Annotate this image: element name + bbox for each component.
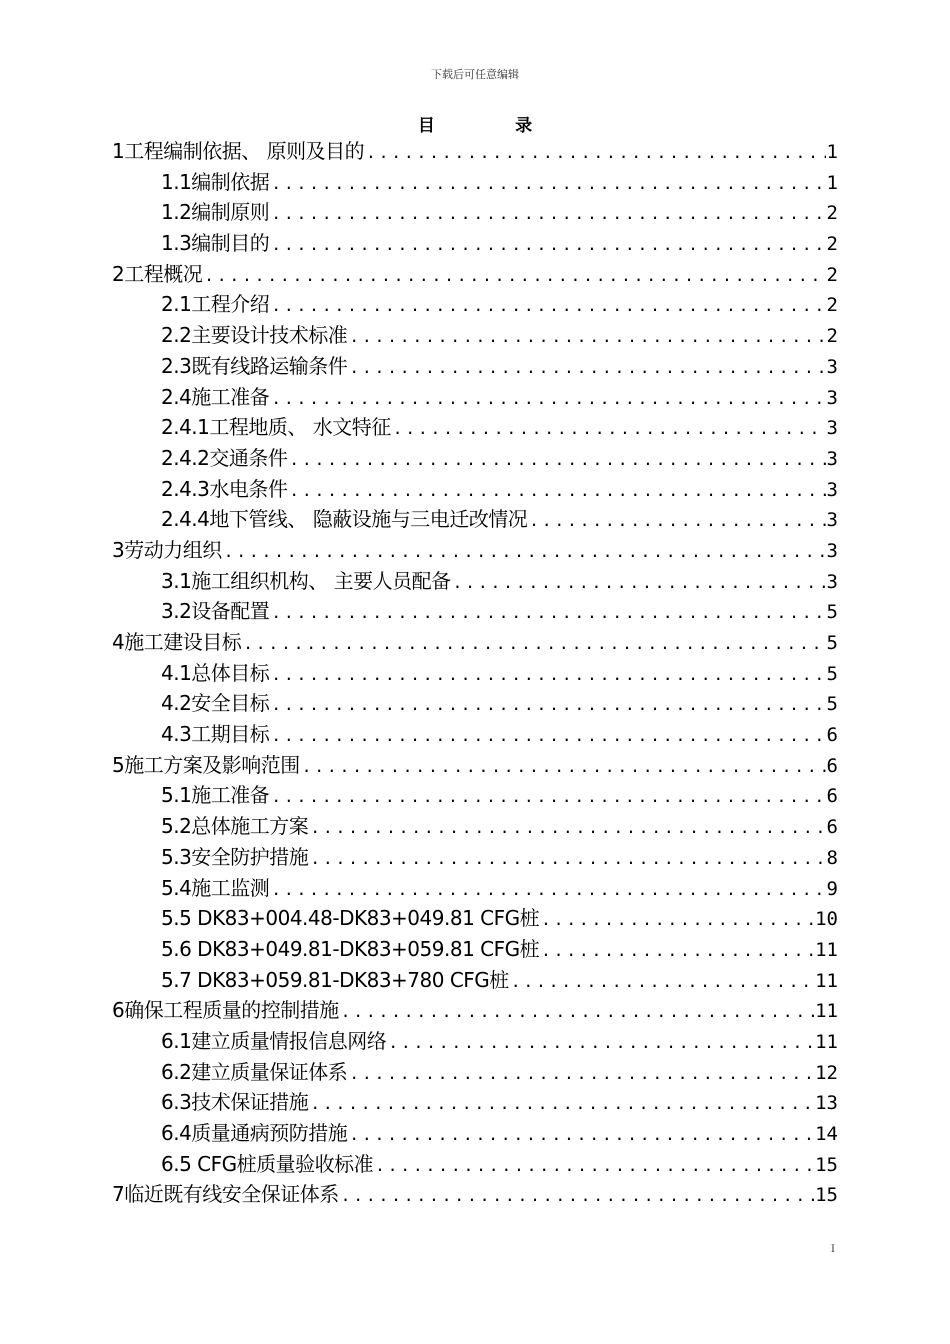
toc-dot-leader (222, 537, 826, 566)
toc-entry-page-number: 11 (815, 938, 838, 961)
toc-entry-page-number: 2 (826, 325, 838, 348)
toc-chapter-entry[interactable] (112, 136, 838, 167)
header-note: 下载后可任意编辑 (431, 68, 519, 81)
toc-chapter-entry[interactable] (112, 627, 838, 658)
toc-entry-page-number: 10 (815, 908, 838, 931)
toc-entry-page-number: 3 (826, 355, 838, 378)
toc-dot-leader (386, 1028, 815, 1057)
toc-entry-page-number: 2 (826, 202, 838, 225)
toc-entry-label: 1.1编制依据 (161, 169, 270, 194)
toc-entry-label: 1.2编制原则 (161, 200, 270, 225)
toc-entry-page-number: 11 (815, 1030, 838, 1053)
toc-dot-leader (391, 414, 826, 443)
toc-entry-label: 1.3编制目的 (161, 231, 270, 256)
toc-chapter-entry[interactable] (112, 1179, 838, 1210)
toc-entry-label: 5.7 DK83+059.81-DK83+780 CFG桩 (161, 967, 509, 992)
toc-section-entry[interactable] (112, 658, 838, 689)
toc-dot-leader (269, 230, 826, 259)
toc-entry-label: 6.1建立质量情报信息网络 (161, 1028, 387, 1053)
toc-dot-leader (269, 690, 826, 719)
toc-entry-label: 6.5 CFG桩质量验收标准 (161, 1151, 374, 1176)
toc-section-entry[interactable] (112, 474, 838, 505)
toc-dot-leader (347, 1120, 815, 1149)
toc-section-entry[interactable] (112, 1149, 838, 1180)
toc-entry-label: 3.1施工组织机构、 主要人员配备 (161, 568, 451, 593)
toc-entry-page-number: 14 (815, 1123, 838, 1145)
toc-dot-leader (347, 322, 826, 351)
toc-title: 目 录 (417, 116, 533, 136)
toc-entry-page-number: 6 (826, 754, 838, 777)
toc-entry-label: 5.4施工监测 (161, 875, 270, 900)
toc-entry-label: 2.4.2交通条件 (161, 445, 288, 470)
toc-entry-label: 5.2总体施工方案 (161, 814, 309, 839)
toc-entry-page-number: 2 (826, 263, 838, 286)
toc-section-entry[interactable] (112, 596, 838, 627)
toc-dot-leader (269, 169, 826, 198)
toc-chapter-entry[interactable] (112, 995, 838, 1026)
toc-entry-page-number: 1 (826, 171, 838, 194)
toc-dot-leader (339, 1181, 815, 1210)
toc-section-entry[interactable] (112, 228, 838, 259)
toc-entry-label: 2.4.3水电条件 (161, 476, 288, 501)
toc-entry-label: 4施工建设目标 (112, 630, 242, 654)
toc-section-entry[interactable] (112, 965, 838, 996)
toc-entry-label: 2.4.4地下管线、 隐蔽设施与三电迁改情况 (161, 507, 528, 532)
toc-entry-label: 6确保工程质量的控制措施 (112, 998, 339, 1023)
toc-entry-page-number: 3 (826, 509, 838, 532)
toc-entry-label: 2.4.1工程地质、 水文特征 (161, 415, 391, 440)
toc-entry-page-number: 11 (815, 969, 838, 992)
toc-dot-leader (308, 844, 826, 873)
toc-entry-page-number: 2 (826, 294, 838, 317)
toc-section-entry[interactable] (112, 443, 838, 474)
toc-dot-leader (202, 261, 826, 290)
toc-section-entry[interactable] (112, 842, 838, 873)
toc-dot-leader (509, 967, 815, 996)
toc-dot-leader (347, 353, 826, 382)
toc-section-entry[interactable] (112, 197, 838, 228)
toc-section-entry[interactable] (112, 320, 838, 351)
toc-dot-leader (287, 476, 826, 505)
toc-entry-page-number: 3 (826, 386, 838, 409)
toc-entry-label: 2.3既有线路运输条件 (161, 353, 348, 378)
toc-entry-label: 4.1总体目标 (161, 660, 270, 685)
toc-dot-leader (347, 1059, 815, 1088)
toc-entry-label: 5.3安全防护措施 (161, 844, 309, 869)
toc-section-entry[interactable] (112, 289, 838, 320)
toc-entry-page-number: 3 (826, 570, 838, 593)
toc-dot-leader (451, 568, 826, 597)
toc-entry-page-number: 6 (826, 785, 838, 808)
toc-dot-leader (300, 752, 826, 781)
toc-dot-leader (287, 445, 826, 474)
toc-entry-page-number: 11 (815, 1000, 838, 1023)
toc-section-entry[interactable] (112, 382, 838, 413)
toc-entry-label: 2.4施工准备 (161, 384, 270, 409)
toc-entry-label: 5.6 DK83+049.81-DK83+059.81 CFG桩 (161, 936, 540, 961)
table-of-contents (112, 136, 838, 1210)
toc-entry-label: 3.2设备配置 (161, 599, 270, 624)
toc-entry-label: 4.2安全目标 (161, 691, 270, 716)
toc-dot-leader (364, 138, 826, 167)
toc-section-entry[interactable] (112, 903, 838, 934)
toc-dot-leader (269, 782, 826, 811)
toc-entry-page-number: 6 (826, 724, 838, 747)
toc-section-entry[interactable] (112, 1087, 838, 1118)
toc-dot-leader (339, 997, 815, 1026)
toc-section-entry[interactable] (112, 719, 838, 750)
toc-entry-label: 6.2建立质量保证体系 (161, 1059, 348, 1084)
toc-dot-leader (269, 875, 826, 904)
toc-dot-leader (308, 813, 826, 842)
toc-entry-page-number: 13 (815, 1092, 838, 1115)
toc-entry-page-number: 1 (826, 141, 838, 163)
toc-entry-page-number: 12 (815, 1061, 838, 1084)
toc-entry-page-number: 6 (826, 816, 838, 839)
toc-entry-label: 6.3技术保证措施 (161, 1090, 309, 1115)
toc-dot-leader (269, 660, 826, 689)
toc-dot-leader (539, 936, 815, 965)
toc-section-entry[interactable] (112, 873, 838, 904)
toc-entry-page-number: 9 (826, 877, 838, 900)
toc-entry-label: 2工程概况 (112, 261, 203, 286)
toc-dot-leader (269, 598, 826, 627)
toc-entry-label: 6.4质量通病预防措施 (161, 1121, 348, 1145)
page-number: I (831, 1244, 835, 1255)
toc-entry-label: 5.1施工准备 (161, 783, 270, 808)
toc-chapter-entry[interactable] (112, 750, 838, 781)
toc-entry-page-number: 5 (826, 601, 838, 624)
toc-section-entry[interactable] (112, 351, 838, 382)
toc-entry-page-number: 2 (826, 233, 838, 256)
toc-entry-label: 5施工方案及影响范围 (112, 752, 300, 777)
toc-dot-leader (308, 1089, 815, 1118)
toc-chapter-entry[interactable] (112, 259, 838, 290)
toc-dot-leader (539, 905, 815, 934)
toc-section-entry[interactable] (112, 504, 838, 535)
toc-section-entry[interactable] (112, 811, 838, 842)
toc-entry-page-number: 15 (815, 1153, 838, 1176)
toc-entry-page-number: 8 (826, 846, 838, 869)
toc-dot-leader (269, 721, 826, 750)
toc-entry-label: 4.3工期目标 (161, 722, 270, 747)
toc-dot-leader (373, 1151, 815, 1180)
toc-entry-page-number: 3 (826, 539, 838, 562)
toc-entry-label: 7临近既有线安全保证体系 (112, 1182, 339, 1207)
toc-section-entry[interactable] (112, 566, 838, 597)
toc-section-entry[interactable] (112, 1118, 838, 1149)
toc-dot-leader (269, 291, 826, 320)
toc-dot-leader (269, 384, 826, 413)
toc-dot-leader (241, 629, 826, 658)
toc-section-entry[interactable] (112, 688, 838, 719)
toc-entry-label: 3劳动力组织 (112, 537, 222, 562)
toc-entry-page-number: 3 (826, 447, 838, 470)
toc-entry-label: 2.2主要设计技术标准 (161, 323, 348, 348)
toc-dot-leader (269, 199, 826, 228)
toc-entry-page-number: 3 (826, 417, 838, 440)
toc-section-entry[interactable] (112, 934, 838, 965)
toc-entry-label: 2.1工程介绍 (161, 292, 270, 317)
toc-section-entry[interactable] (112, 412, 838, 443)
toc-section-entry[interactable] (112, 1026, 838, 1057)
toc-entry-page-number: 15 (815, 1184, 838, 1207)
toc-section-entry[interactable] (112, 780, 838, 811)
toc-entry-page-number: 5 (826, 662, 838, 685)
toc-dot-leader (527, 506, 826, 535)
toc-entry-page-number: 3 (826, 478, 838, 501)
toc-section-entry[interactable] (112, 167, 838, 198)
toc-entry-label: 5.5 DK83+004.48-DK83+049.81 CFG桩 (161, 906, 540, 931)
toc-section-entry[interactable] (112, 1057, 838, 1088)
toc-entry-page-number: 5 (826, 693, 838, 716)
toc-entry-label: 1工程编制依据、 原则及目的 (112, 139, 365, 163)
toc-entry-page-number: 5 (826, 632, 838, 654)
toc-chapter-entry[interactable] (112, 535, 838, 566)
